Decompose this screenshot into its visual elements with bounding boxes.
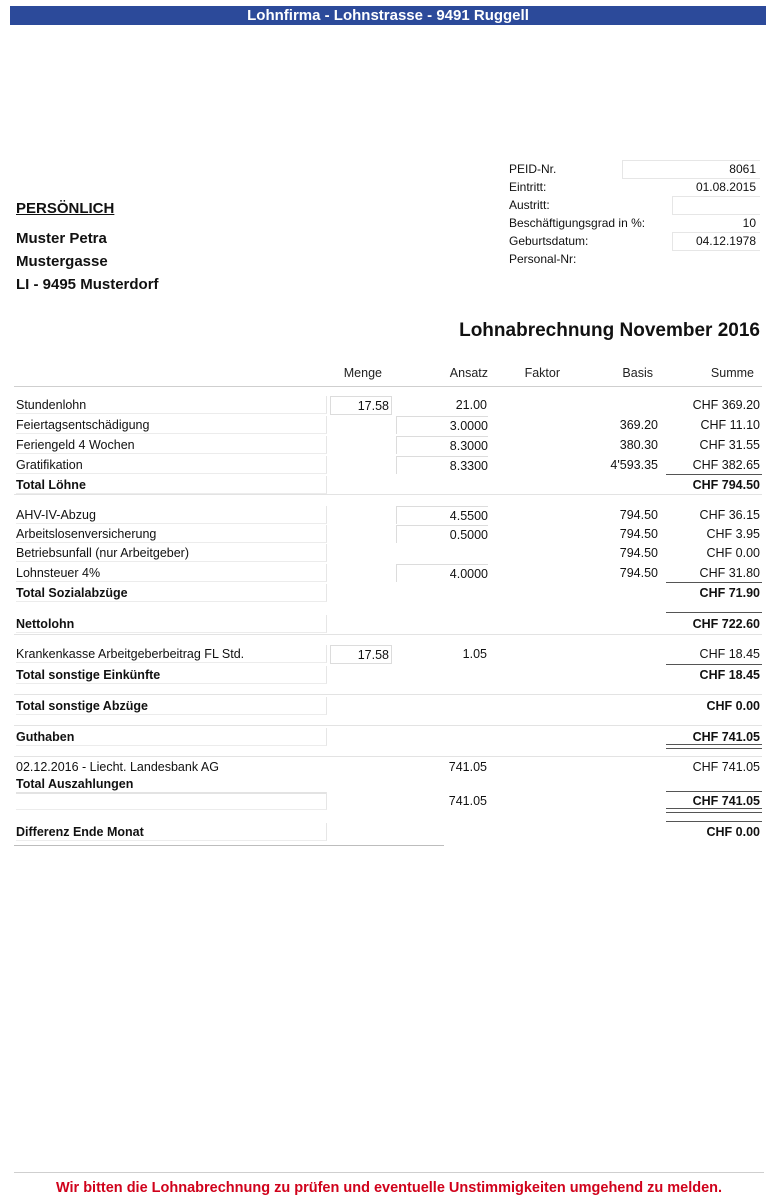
row-basis: 794.50 [619,566,658,580]
row-label: Total Löhne [16,476,327,494]
table-row [0,396,778,414]
row-label: Total sonstige Abzüge [16,697,327,715]
balance-double-rule [666,808,762,813]
total-row [0,775,778,793]
row-label: Total Sozialabzüge [16,584,327,602]
row-label: Stundenlohn [16,396,327,414]
row-ansatz: 21.00 [455,398,487,412]
row-basis: 380.30 [619,438,658,452]
row-summe: CHF 31.55 [699,438,760,452]
table-row [0,436,778,454]
row-summe: CHF 0.00 [706,546,760,560]
personal-marker: PERSÖNLICH [16,200,115,217]
total-row [0,728,778,746]
employee-info-block [509,160,759,268]
payment-row [0,758,778,776]
row-menge: 17.58 [330,645,392,664]
row-ansatz: 4.5500 [396,506,488,524]
row-basis: 794.50 [619,546,658,560]
row-ansatz: 8.3000 [396,436,488,454]
row-label: Feriengeld 4 Wochen [16,436,327,454]
row-summe: CHF 71.90 [699,586,760,600]
total-row [0,476,778,494]
row-summe: CHF 741.05 [692,760,760,774]
table-row [0,645,778,663]
table-end-rule [14,845,444,846]
section-divider [14,634,762,635]
table-row [0,525,778,543]
recipient-street: Mustergasse [16,253,108,270]
personal-label: Personal-Nr: [509,252,577,266]
section-divider [14,494,762,495]
info-row-geburt [509,232,759,250]
row-summe: CHF 0.00 [706,825,760,839]
row-summe: CHF 369.20 [692,398,760,412]
table-row [0,506,778,524]
column-header-faktor: Faktor [524,366,560,380]
footer-divider [14,1172,764,1173]
row-summe: CHF 382.65 [692,458,760,472]
row-summe: CHF 11.10 [700,418,760,432]
info-row-personal [509,250,759,268]
row-basis: 794.50 [619,508,658,522]
row-label: Betriebsunfall (nur Arbeitgeber) [16,544,327,562]
row-ansatz: 8.3300 [396,456,488,474]
row-ansatz: 4.0000 [396,564,488,582]
row-summe: CHF 794.50 [692,478,760,492]
column-header-summe: Summe [710,366,754,380]
row-ansatz: 741.05 [448,794,487,808]
row-label: 02.12.2016 - Liecht. Landesbank AG [16,760,219,774]
total-row [0,584,778,602]
row-label [16,792,327,810]
row-ansatz: 741.05 [448,760,487,774]
row-summe: CHF 722.60 [692,617,760,631]
geburt-value: 04.12.1978 [695,234,756,248]
footer-note: Wir bitten die Lohnabrechnung zu prüfen und eventuelle Unstimmigkeiten umgehend zu melden. [55,1180,723,1196]
grad-label: Beschäftigungsgrad in %: [509,216,646,230]
austritt-field-box [672,196,760,215]
subtotal-rule [666,582,762,583]
header-divider [14,386,762,387]
subtotal-rule [666,474,762,475]
column-header-basis: Basis [622,366,653,380]
total-row [0,666,778,684]
row-label: Guthaben [16,728,327,746]
subtotal-rule [666,664,762,665]
recipient-city: LI - 9495 Musterdorf [16,276,159,293]
row-basis: 794.50 [619,527,658,541]
subtotal-rule [666,612,762,613]
info-row-grad [509,214,759,232]
row-summe: CHF 18.45 [699,668,760,682]
eintritt-label: Eintritt: [509,180,547,194]
eintritt-value: 01.08.2015 [695,180,756,194]
row-label: Differenz Ende Monat [16,823,327,841]
section-divider [14,756,762,757]
column-header-menge: Menge [343,366,382,380]
table-row [0,544,778,562]
recipient-name: Muster Petra [16,230,107,247]
austritt-label: Austritt: [509,198,550,212]
recipient-address [16,200,159,296]
grad-value: 10 [742,216,756,230]
row-summe: CHF 3.95 [706,527,760,541]
row-menge: 17.58 [330,396,392,415]
table-row [0,564,778,582]
company-header: Lohnfirma - Lohnstrasse - 9491 Ruggell [10,6,766,25]
peid-label: PEID-Nr. [509,162,557,176]
info-row-eintritt [509,178,759,196]
row-basis: 369.20 [619,418,658,432]
row-label: Arbeitslosenversicherung [16,525,327,543]
row-summe: CHF 36.15 [699,508,760,522]
document-title: Lohnabrechnung November 2016 [459,320,760,341]
table-row [0,456,778,474]
balance-double-rule [666,744,762,749]
total-row [0,792,778,810]
geburt-label: Geburtsdatum: [509,234,589,248]
row-label: Feiertagsentschädigung [16,416,327,434]
row-ansatz: 1.05 [462,647,487,661]
row-ansatz: 0.5000 [396,525,488,543]
row-label: Lohnsteuer 4% [16,564,327,582]
row-label: Total sonstige Einkünfte [16,666,327,684]
section-divider [14,694,762,695]
row-ansatz: 3.0000 [396,416,488,434]
row-label: Krankenkasse Arbeitgeberbeitrag FL Std. [16,645,327,663]
table-row [0,416,778,434]
row-label: Nettolohn [16,615,327,633]
row-summe: CHF 0.00 [706,699,760,713]
row-summe: CHF 741.05 [692,794,760,808]
row-label: Gratifikation [16,456,327,474]
row-label: Total Auszahlungen [16,775,326,794]
section-divider [14,725,762,726]
row-basis: 4'593.35 [610,458,658,472]
subtotal-rule [666,791,762,792]
subtotal-rule [666,821,762,822]
info-row-peid [509,160,759,178]
row-summe: CHF 741.05 [692,730,760,744]
peid-value: 8061 [729,162,756,176]
row-summe: CHF 18.45 [699,647,760,661]
total-row [0,615,778,633]
row-label: AHV-IV-Abzug [16,506,327,524]
info-row-austritt [509,196,759,214]
column-header-ansatz: Ansatz [449,366,488,380]
total-row [0,823,778,841]
total-row [0,697,778,715]
row-summe: CHF 31.80 [699,566,760,580]
